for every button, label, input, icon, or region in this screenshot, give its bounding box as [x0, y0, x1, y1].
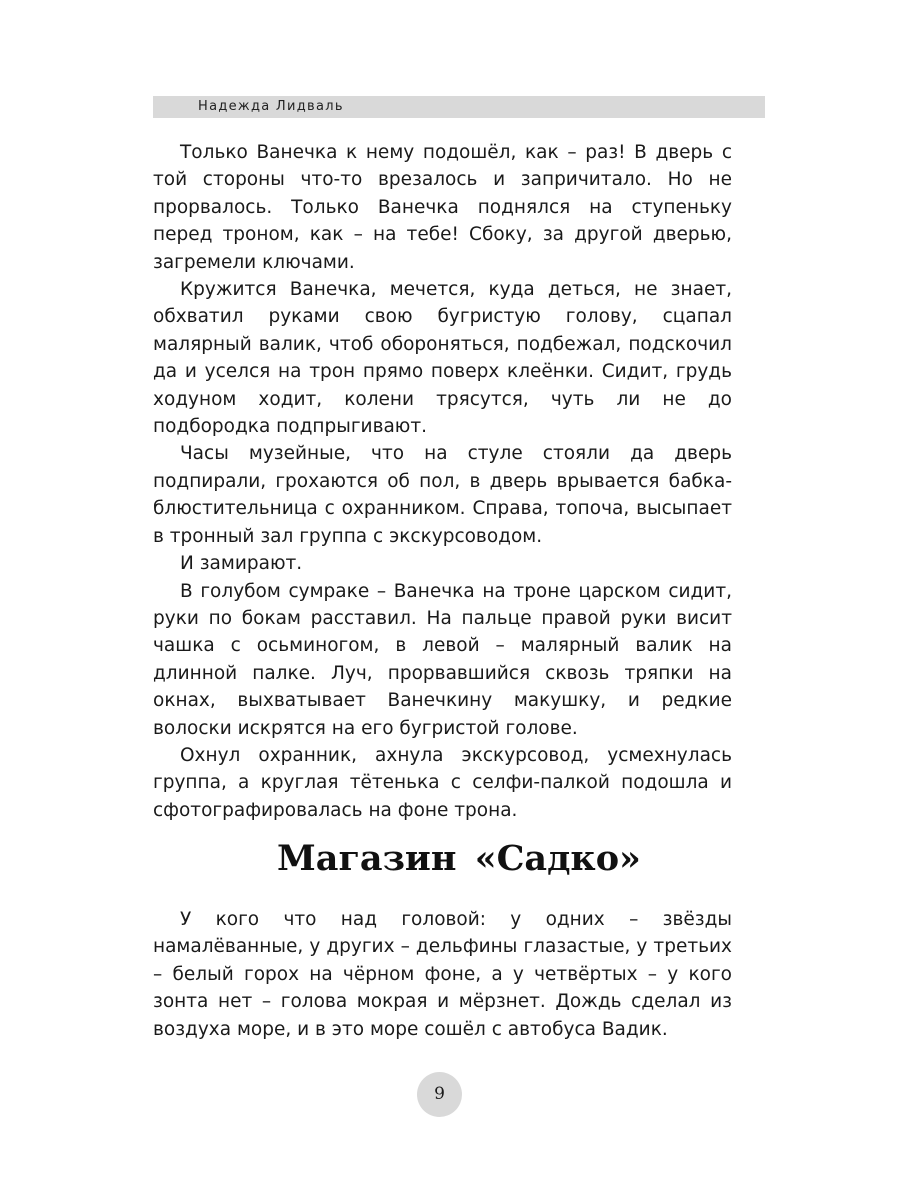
- body-text-section-2: [153, 906, 732, 1043]
- paragraph: И замирают.: [180, 553, 303, 575]
- paragraph: В голубом сумраке – Ванечка на троне царском сидит, руки по бокам расставил. На пальце правой руки висит чашка с осьминогом, в левой – малярный валик на длинной палке. Луч, прорвавшийся сквозь тряпки на окнах, выхватывает Ванечкину макушку, и редкие волоски искрятся на его бугристой голове.: [153, 580, 732, 739]
- paragraph: Охнул охранник, ахнула экскурсовод, усмехнулась группа, а круглая тётенька с селфи-палкой подошла и сфотографировалась на фоне трона.: [153, 744, 732, 821]
- paragraph: Только Ванечка к нему подошёл, как – раз! В дверь с той стороны что-то врезалось и запричитало. Но не прорвалось. Только Ванечка поднялся на ступеньку перед троном, как – на тебе! Сбоку, за другой дверью, загремели ключами.: [153, 142, 732, 273]
- body-text-section-1: [153, 139, 732, 824]
- paragraph: Кружится Ванечка, мечется, куда деться, не знает, обхватил руками свою бугристую голову, сцапал малярный валик, чтоб обороняться, подбежал, подскочил да и уселся на трон прямо поверх клеёнки. Сидит, грудь ходуном ходит, колени трясутся, чуть ли не до подбородка подпрыгивают.: [153, 279, 732, 438]
- paragraph: У кого что над головой: у одних – звёзды намалёванные, у других – дельфины глазастые, у третьих – белый горох на чёрном фоне, а у четвёртых – у кого зонта нет – голова мокрая и мёрзнет. Дождь сделал из воздуха море, и в это море сошёл с автобуса Вадик.: [153, 909, 732, 1040]
- running-header-author: Надежда Лидваль: [198, 99, 344, 114]
- page-number: 9: [417, 1072, 462, 1117]
- chapter-title: Магазин «Садко»: [277, 838, 641, 879]
- running-header: [153, 96, 765, 118]
- paragraph: Часы музейные, что на стуле стояли да дверь подпирали, грохаются об пол, в дверь врывается бабка-блюстительница с охранником. Справа, топоча, высыпает в тронный зал группа с экскурсоводом.: [153, 443, 732, 547]
